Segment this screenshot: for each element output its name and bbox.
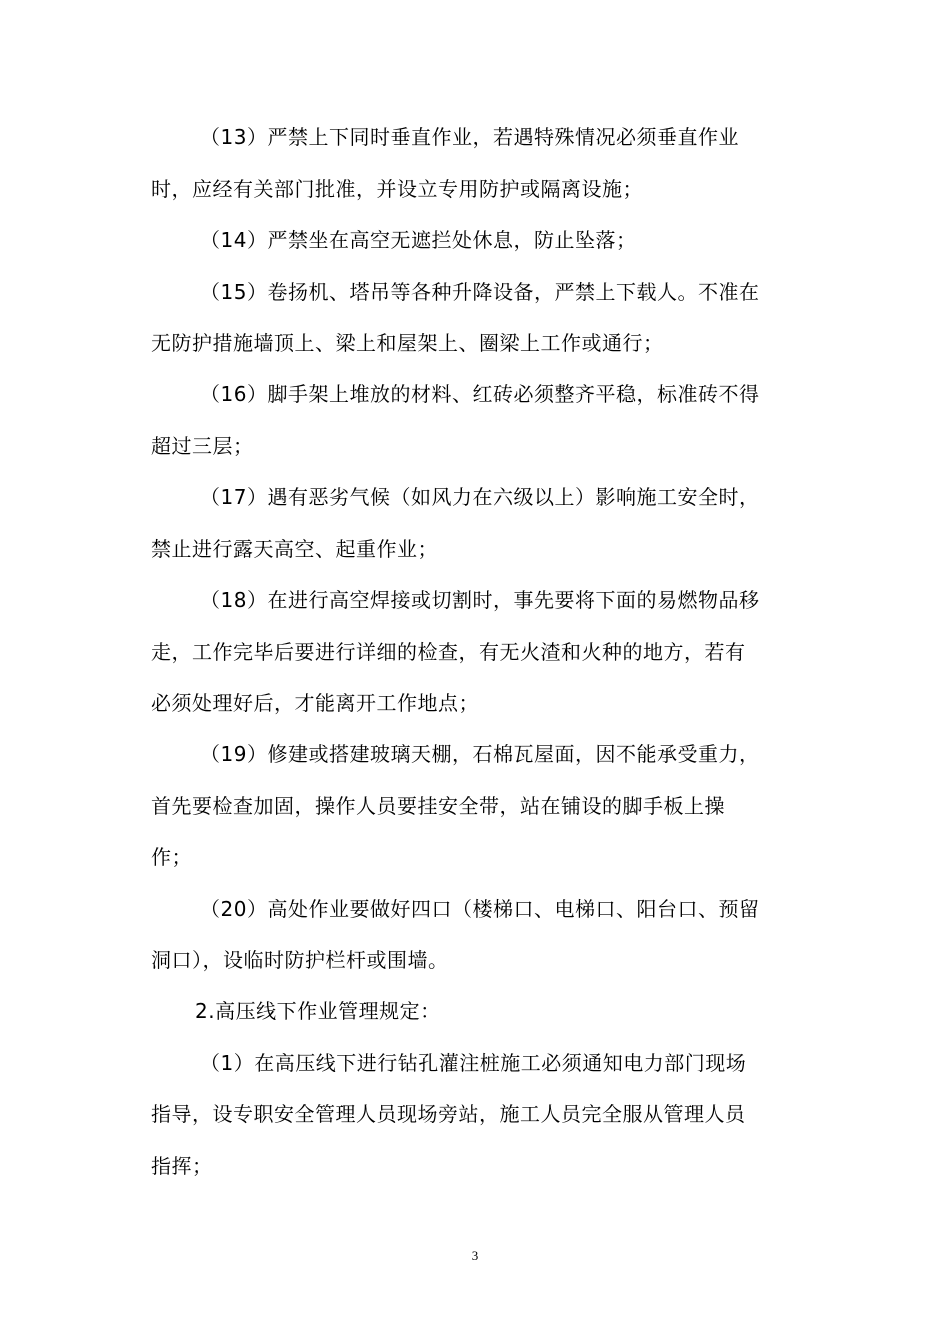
paragraph-line: 禁止进行露天高空、起重作业； <box>151 537 438 561</box>
paragraph-line: 指挥； <box>151 1154 213 1178</box>
paragraph-line: 作； <box>151 845 192 869</box>
paragraph-line: 指导，设专职安全管理人员现场旁站，施工人员完全服从管理人员 <box>151 1102 746 1126</box>
paragraph-line: （16）脚手架上堆放的材料、红砖必须整齐平稳，标准砖不得 <box>200 382 760 406</box>
paragraph-line: （14）严禁坐在高空无遮拦处休息，防止坠落； <box>200 228 637 252</box>
paragraph-line: 首先要检查加固，操作人员要挂安全带，站在铺设的脚手板上操 <box>151 794 725 818</box>
paragraph-line: 走，工作完毕后要进行详细的检查，有无火渣和火种的地方，若有 <box>151 640 746 664</box>
paragraph-line: 必须处理好后，才能离开工作地点； <box>151 691 479 715</box>
paragraph-line: （17）遇有恶劣气候（如风力在六级以上）影响施工安全时， <box>200 485 760 509</box>
paragraph-line: 超过三层； <box>151 434 254 458</box>
paragraph-line: （13）严禁上下同时垂直作业，若遇特殊情况必须垂直作业 <box>200 125 739 149</box>
paragraph-line: （15）卷扬机、塔吊等各种升降设备，严禁上下载人。不准在 <box>200 280 760 304</box>
paragraph-line: 无防护措施墙顶上、梁上和屋架上、圈梁上工作或通行； <box>151 331 664 355</box>
page-number: 3 <box>471 1248 479 1263</box>
paragraph-line: （18）在进行高空焊接或切割时，事先要将下面的易燃物品移 <box>200 588 760 612</box>
paragraph-line: 洞口），设临时防护栏杆或围墙。 <box>151 948 449 972</box>
paragraph-line: （20）高处作业要做好四口（楼梯口、电梯口、阳台口、预留 <box>200 897 760 921</box>
paragraph-line: （19）修建或搭建玻璃天棚，石棉瓦屋面，因不能承受重力， <box>200 742 760 766</box>
paragraph-line: 时，应经有关部门批准，并设立专用防护或隔离设施； <box>151 177 643 201</box>
section-heading: 2.高压线下作业管理规定： <box>195 999 441 1023</box>
paragraph-line: （1）在高压线下进行钻孔灌注桩施工必须通知电力部门现场 <box>200 1051 747 1075</box>
